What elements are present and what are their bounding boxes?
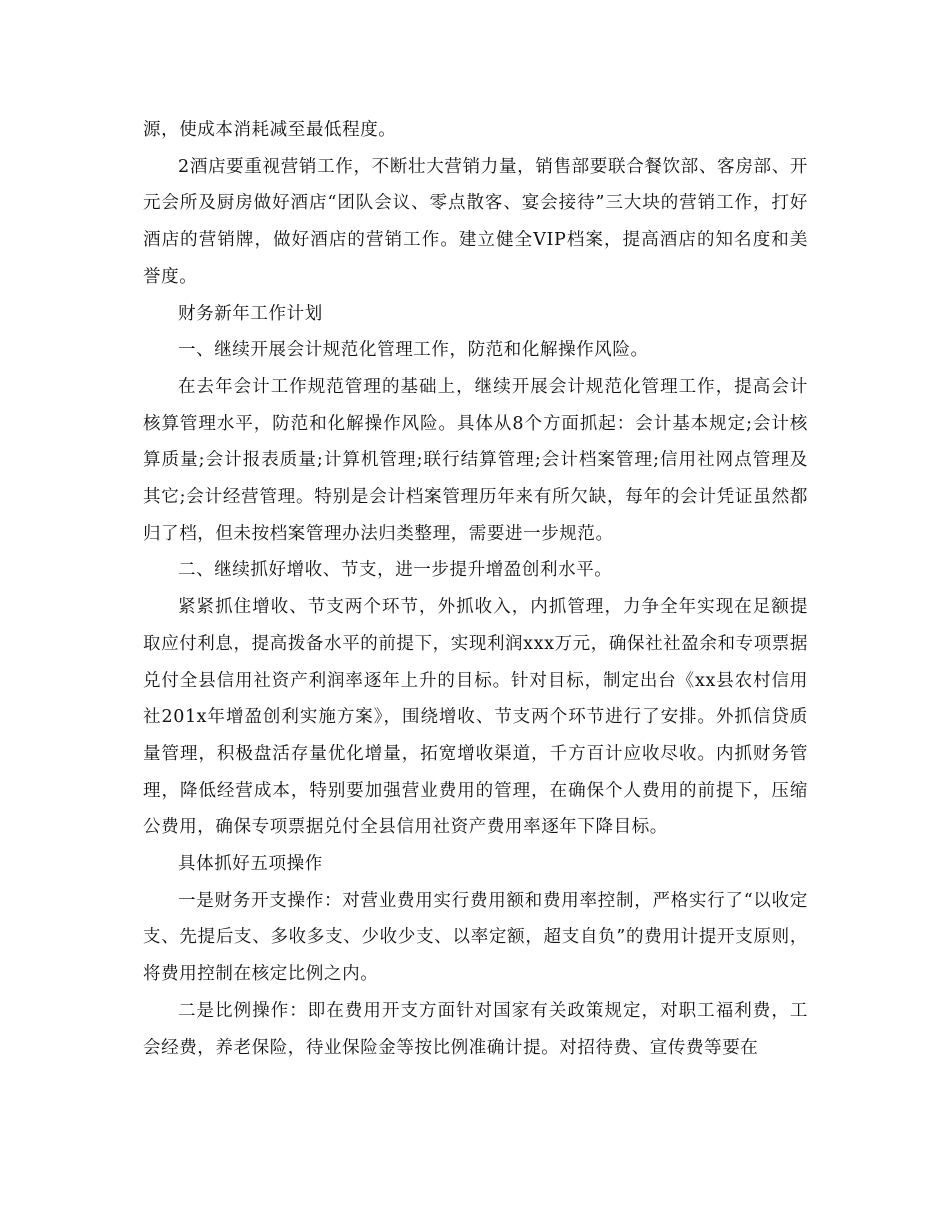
paragraph-revenue: 紧紧抓住增收、节支两个环节，外抓收入，内抓管理，力争全年实现在足额提取应付利息，提高拨备水平的前提下，实现利润xxx万元，确保社社盈余和专项票据兑付全县信用社资产利润率逐年上升的目标。针对目标，制定出台《xx县农村信用社201x年增盈创利实施方案》，围绕增收、节支两个环节进行了安排。外抓信贷质量管理，积极盘活存量优化增量，拓宽增收渠道，千方百计应收尽收。内抓财务管理，降低经营成本，特别要加强营业费用的管理，在确保个人费用的前提下，压缩公费用，确保专项票据兑付全县信用社资产费用率逐年下降目标。 <box>143 597 808 838</box>
paragraph-marketing: 2酒店要重视营销工作，不断壮大营销力量，销售部要联合餐饮部、客房部、开元会所及厨房做好酒店“团队会议、零点散客、宴会接待”三大块的营销工作，打好酒店的营销牌，做好酒店的营销工作。建立健全VIP档案，提高酒店的知名度和美誉度。 <box>143 156 808 287</box>
paragraph-accounting: 在去年会计工作规范管理的基础上，继续开展会计规范化管理工作，提高会计核算管理水平，防范和化解操作风险。具体从8个方面抓起：会计基本规定;会计核算质量;会计报表质量;计算机管理;联行结算管理;会计档案管理;信用社网点管理及其它;会计经营管理。特别是会计档案管理历年来有所欠缺，每年的会计凭证虽然都归了档，但未按档案管理办法归类整理，需要进一步规范。 <box>143 376 808 544</box>
section-heading-accounting: 一、继续开展会计规范化管理工作，防范和化解操作风险。 <box>178 340 649 361</box>
section-heading-revenue: 二、继续抓好增收、节支，进一步提升增盈创利水平。 <box>178 560 613 581</box>
paragraph-operation-two: 二是比例操作：即在费用开支方面针对国家有关政策规定，对职工福利费，工会经费，养老保险，待业保险金等按比例准确计提。对招待费、宣传费等要在 <box>143 1000 808 1058</box>
section-heading-finance-plan: 财务新年工作计划 <box>178 303 323 324</box>
section-heading-five-operations: 具体抓好五项操作 <box>178 854 323 875</box>
document-body <box>143 112 808 1066</box>
paragraph-continuation: 源，使成本消耗减至最低程度。 <box>143 120 397 140</box>
paragraph-operation-one: 一是财务开支操作：对营业费用实行费用额和费用率控制，严格实行了“以收定支、先提后支、多收多支、少收少支、以率定额，超支自负”的费用计提开支原则，将费用控制在核定比例之内。 <box>143 890 808 985</box>
